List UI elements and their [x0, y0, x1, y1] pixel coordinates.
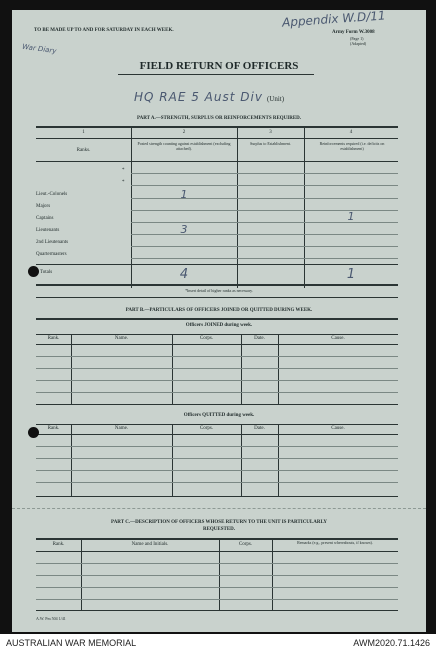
part-b-title: PART B.—PARTICULARS OF OFFICERS JOINED OR QUITTED DURING WEEK. [125, 308, 313, 313]
appendix-annotation: Appendix W.D/11 [281, 8, 386, 30]
col-number-2: 2 [182, 130, 186, 135]
rank-label: Lieutenants [36, 228, 60, 233]
part-c-title-line2: REQUESTED. [202, 527, 236, 532]
rank-label: Lieut.-Colonels [36, 192, 68, 197]
quitted-col-corps: Corps. [199, 426, 214, 431]
part-c-col-corps: Corps. [238, 542, 253, 547]
posted-lieut-colonels: 1 [180, 188, 188, 201]
punch-hole [28, 427, 39, 438]
quitted-col-cause: Cause. [331, 426, 345, 431]
joined-col-name: Name. [114, 336, 129, 341]
part-a-title: PART A.—STRENGTH, SURPLUS OR REINFORCEMENTS REQUIRED. [136, 116, 302, 121]
part-c-col-remarks: Remarks (e.g., present whereabouts, if known). [297, 540, 373, 545]
posted-totals: 4 [179, 267, 189, 282]
footer-accession-number: AWM2020.71.1426 [353, 638, 430, 648]
joined-col-corps: Corps. [199, 336, 214, 341]
printer-note: A.W. Pm 504 1/41 [36, 616, 66, 621]
joined-col-rank: Rank. [47, 336, 60, 341]
part-c-col-rank: Rank. [52, 542, 65, 547]
rank-label: Majors [36, 204, 51, 209]
quitted-col-date: Date. [254, 426, 265, 431]
form-number: Army Form W.3008 [332, 30, 375, 35]
part-c-col-name: Name and Initials. [131, 542, 169, 547]
war-diary-annotation: War Diary [21, 42, 57, 56]
star-mark: * [122, 180, 125, 185]
form-title: FIELD RETURN OF OFFICERS [139, 60, 299, 72]
fold-line [12, 508, 426, 509]
rank-label: 2nd Lieutenants [36, 240, 69, 245]
reinforcements-totals: 1 [346, 267, 356, 282]
col-header-surplus: Surplus to Establishment. [250, 141, 291, 146]
rank-label: Quartermasters [36, 252, 67, 257]
punch-hole [28, 266, 39, 277]
joined-col-date: Date. [254, 336, 265, 341]
joined-title: Officers JOINED during week. [185, 323, 253, 328]
unit-label: (Unit) [266, 95, 285, 103]
star-mark: * [122, 168, 125, 173]
rank-label-totals: Totals [40, 270, 53, 275]
col-number-4: 4 [349, 130, 353, 135]
form-page: (Page 1) [350, 36, 364, 41]
quitted-title: Officers QUITTED during week. [183, 413, 255, 418]
footer-institution: AUSTRALIAN WAR MEMORIAL [6, 638, 137, 648]
instruction-text: TO BE MADE UP TO AND FOR SATURDAY IN EACH WEEK. [34, 28, 174, 33]
posted-lieutenants: 3 [180, 223, 188, 236]
rank-label: Captains [36, 216, 54, 221]
unit-value: HQ RAE 5 Aust Div [134, 90, 263, 104]
quitted-col-rank: Rank. [47, 426, 60, 431]
reinforcements-captains: 1 [347, 210, 355, 223]
part-c-title-line1: PART C.—DESCRIPTION OF OFFICERS WHOSE RETURN TO THE UNIT IS PARTICULARLY [111, 520, 327, 525]
form-sheet [12, 10, 426, 632]
col-number-1: 1 [82, 130, 85, 135]
footer-bar [0, 634, 436, 653]
quitted-col-name: Name. [114, 426, 129, 431]
col-header-reinforcements: Reinforcements required (i.e. deficits on establishment) [319, 141, 385, 151]
col-header-posted: Posted strength counting against establishment (excluding attached). [137, 141, 231, 151]
part-a-footnote: *Insert detail of higher ranks as necessary. [185, 288, 253, 293]
joined-col-cause: Cause. [331, 336, 345, 341]
form-adapted: (Adapted) [350, 41, 367, 46]
col-number-3: 3 [269, 130, 272, 135]
col-header-ranks: Ranks. [76, 148, 91, 153]
